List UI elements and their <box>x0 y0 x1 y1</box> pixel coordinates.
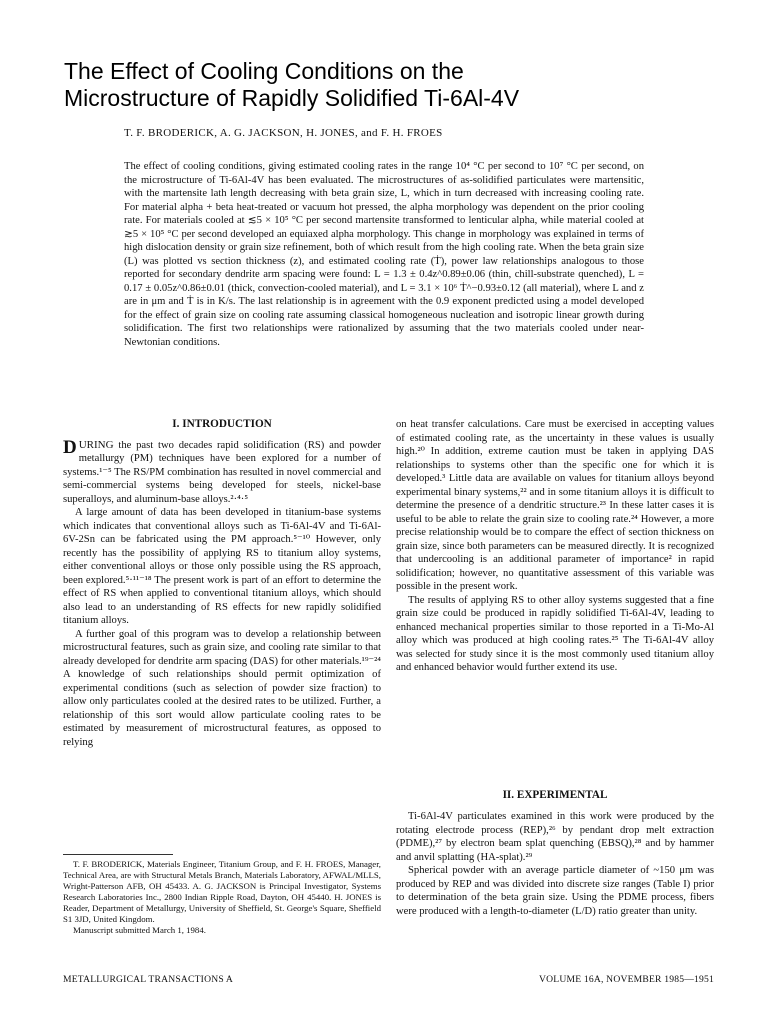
paper-title-line-1: The Effect of Cooling Conditions on the <box>64 58 464 84</box>
section-heading-introduction: I. INTRODUCTION <box>172 418 272 430</box>
author-list: T. F. BRODERICK, A. G. JACKSON, H. JONES, and F. H. FROES <box>124 127 443 139</box>
left-column <box>63 418 381 749</box>
intro-paragraph-1 <box>63 436 381 507</box>
lead-word: URING <box>78 438 114 451</box>
intro-paragraph-4: on heat transfer calculations. Care must be exercised in accepting values of estimated cooling rate, as the uncertainty in these values is usually high.²⁰ In addition, extreme caution must be taken in applying DAS relationships to systems other than the specific one for which it is developed.³ Little data are available on values for titanium alloys beyond experimental binary systems,²² and in some titanium alloys it is difficult to determine the presence of a dendritic structure.²³ In these latter cases it is useful to be able to relate the grain size to cooling rate.²⁴ However, a more precise relationship would be to compare the effect of section thickness on grain size, since both parameters can be measured directly. It is recognized that undercooling is an additional parameter of importance² in rapid solidification; however, no quantitative assessment of this variable was possible in the present work. <box>396 419 714 592</box>
section-heading-experimental: II. EXPERIMENTAL <box>502 789 608 801</box>
intro-paragraph-3: A further goal of this program was to develop a relationship between microstructural features, such as grain size, and cooling rate similar to that already developed for dendrite arm spacing (DAS) for other materials.¹⁹⁻²⁴ A knowledge of such relationships should permit optimization of experimental conditions (such as selection of powder size fraction) to allow only particulates cooled at the desired rates to be utilized. Further, a relationship of this sort would allow particulate cooling rates to be estimated by measurement of microstructural features, as opposed to relying <box>63 628 381 748</box>
affiliation-note: T. F. BRODERICK, Materials Engineer, Titanium Group, and F. H. FROES, Manager, Technical Area, are with Structural Metals Branch, Materials Laboratory, AFWAL/MLLS, Wright-Patterson AFB, OH 45433. A. G. JACKSON is Principal Investigator, Systems Research Laboratories Inc., 2800 Indian Ripple Road, Dayton, OH 45440. H. JONES is Reader, Department of Metallurgy, University of Sheffield, St. George's Square, Sheffield S1 3JD, United Kingdom. <box>63 859 381 924</box>
manuscript-note: Manuscript submitted March 1, 1984. <box>73 925 206 935</box>
intro-paragraph-1-text: the past two decades rapid solidification (RS) and powder metallurgy (PM) techniques have been explored for a number of systems.¹⁻⁵ The RS/PM combination has resulted in novel commercial and semi-commercial systems being developed for steels, nickel-base superalloys, and aluminum-base alloys.²·⁴·⁵ <box>63 439 381 505</box>
drop-cap: D <box>63 436 77 458</box>
paper-title <box>64 58 714 112</box>
abstract <box>124 160 644 349</box>
paper-title-line-2: Microstructure of Rapidly Solidified Ti-6Al-4V <box>64 85 520 111</box>
volume-page-info: VOLUME 16A, NOVEMBER 1985—1951 <box>539 974 714 985</box>
abstract-text: The effect of cooling conditions, giving estimated cooling rates in the range 10⁴ °C per second to 10⁷ °C per second, on the microstructure of Ti-6Al-4V has been evaluated. The microstructures of as-solidified particulates were martensitic, with the martensite lath length decreasing with beta grain size, L, which in turn decreased with increasing cooling rate. For material alpha + beta heat-treated or vacuum hot pressed, the alpha morphology was dependent on the prior cooling rate. For materials cooled at ≲5 × 10⁵ °C per second martensite transformed to lenticular alpha, while material cooled at ≳5 × 10⁵ °C per second developed an equiaxed alpha morphology. This change in morphology was explained in terms of high dislocation density or grain size refinement, both of which result from the high cooling rate. When the beta grain size (L) was plotted vs section thickness (z), and estimated cooling rate (Ṫ), power law relationships analogous to those reported for secondary dendrite arm spacing were found: L = 1.3 ± 0.4z^0.89±0.06 (thin, chill-substrate quenched), L = 0.17 ± 0.05z^0.86±0.01 (thick, convection-cooled material), and L = 3.1 × 10⁶ Ṫ^−0.93±0.12 (all material), where L and z are in μm and Ṫ is in K/s. The last relationship is in agreement with the 0.9 exponent predicted using a model developed for the effect of grain size on cooling rate assuming classical homogeneous nucleation and isotropic linear growth during solidification. The first two relationships were rationalized by assuming that the two materials cooled under near-Newtonian conditions. <box>124 161 644 348</box>
journal-name: METALLURGICAL TRANSACTIONS A <box>63 974 234 985</box>
author-footnote <box>63 854 381 936</box>
intro-paragraph-5: The results of applying RS to other alloy systems suggested that a fine grain size could be produced in rapidly solidified Ti-6Al-4V, leading to enhanced mechanical properties similar to those reported in a Ti-Mo-Al alloy which was produced at high cooling rates.²⁵ The Ti-6Al-4V alloy was selected for study since it is the most commonly used titanium alloy and enhanced behavior would further extend its use. <box>396 594 714 673</box>
intro-paragraph-2: A large amount of data has been developed in titanium-base systems which indicates that conventional alloys such as Ti-6Al-4V and Ti-6Al-6V-2Sn can be fabricated using the PM approach.⁵⁻¹⁰ However, only recently has the possibility of applying RS to titanium alloy systems, either conventional alloys or those only possible using the RS approach, been explored.⁵·¹¹⁻¹⁸ The present work is part of an effort to determine the effect of RS when applied to conventional titanium alloys, which should also lead to an understanding of RS effects for new rapidly solidified titanium alloys. <box>63 507 381 626</box>
experimental-paragraph-1: Ti-6Al-4V particulates examined in this work were produced by the rotating electrode process (REP),²⁶ by pendant drop melt extraction (PDME),²⁷ by electron beam splat quenching (EBSQ),²⁸ and by hammer and anvil splatting (HA-splat).²⁹ <box>396 811 714 863</box>
experimental-section <box>396 810 714 918</box>
footnote-rule <box>63 854 173 855</box>
right-column <box>396 418 714 675</box>
experimental-paragraph-2: Spherical powder with an average particle diameter of ~150 μm was produced by REP and was divided into discrete size ranges (Table I) prior to determination of the beta grain size. Using the PDME process, fibers were produced with a length-to-diameter (L/D) ratio greater than unity. <box>396 865 714 917</box>
